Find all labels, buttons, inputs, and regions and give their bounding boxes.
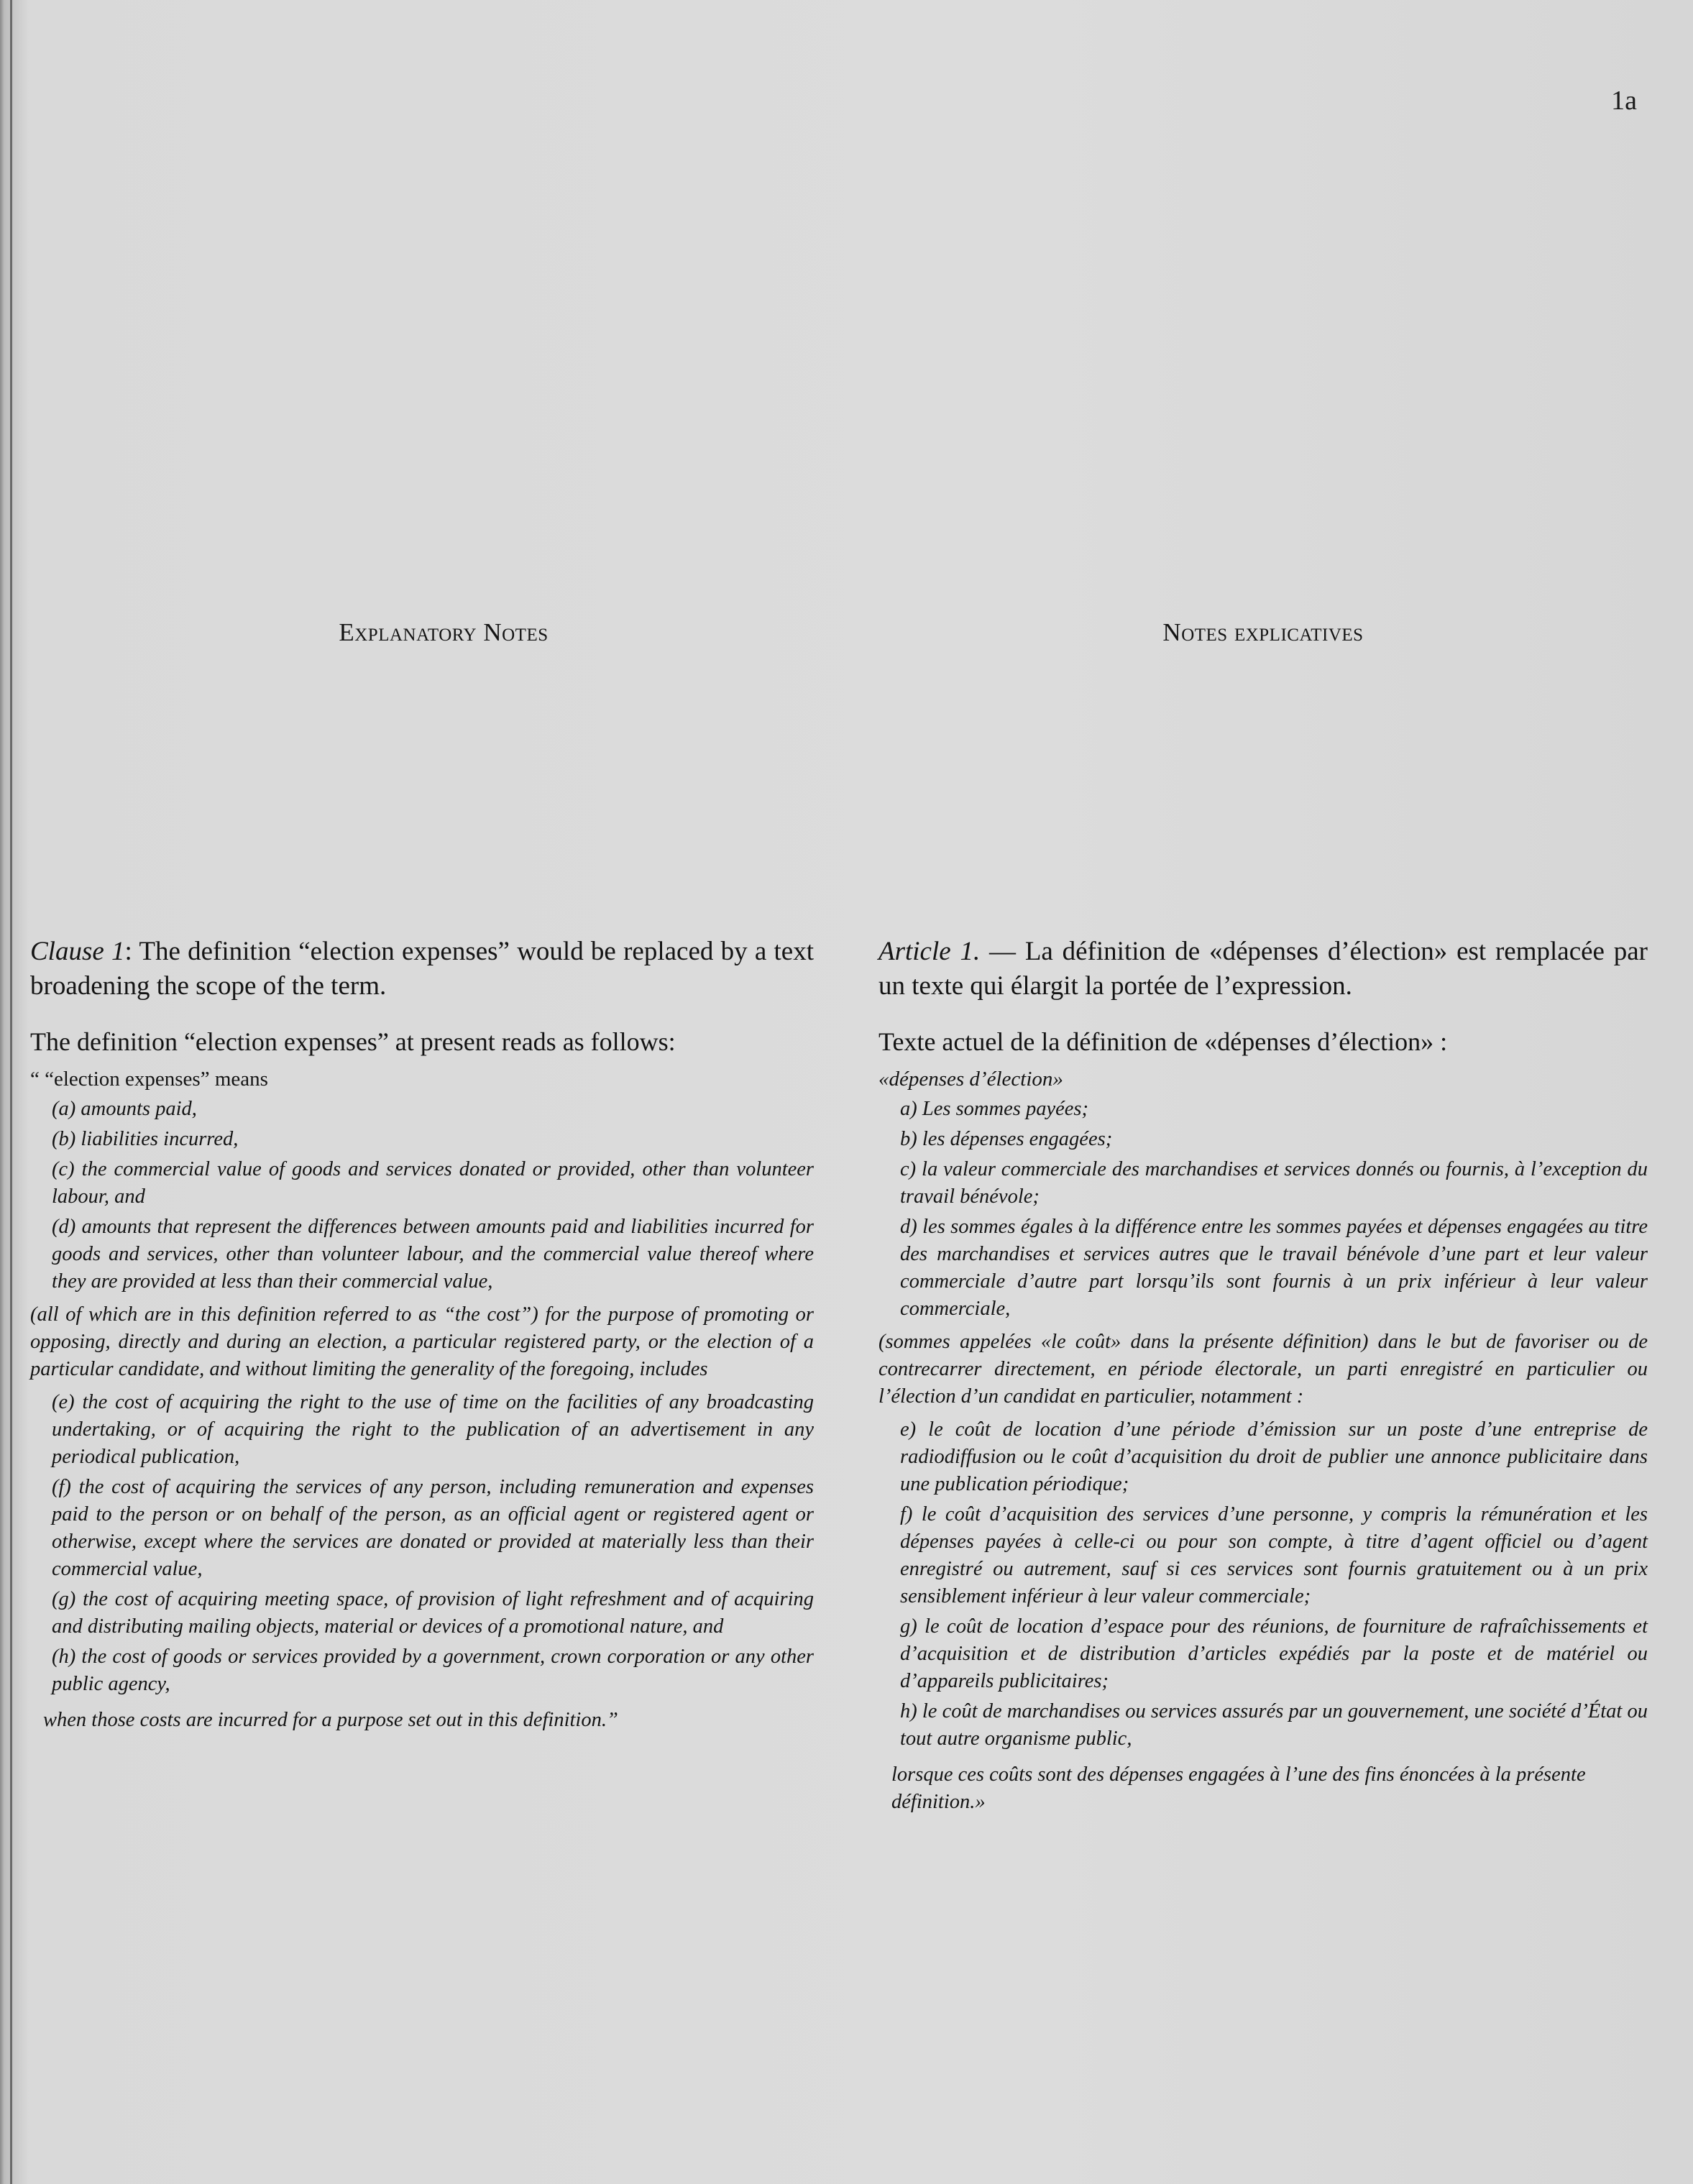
english-item-g: (g) the cost of acquiring meeting space, of provision of light refreshment and of acquiring and distributing mailing objects, material or devices of a promotional nature, and	[52, 1588, 814, 1638]
english-item-c: (c) the commercial value of goods and services donated or provided, other than volunteer labour, and	[52, 1158, 814, 1208]
english-clause-summary	[30, 935, 814, 1004]
french-middle-paragraph: (sommes appelées «le coût» dans la présente définition) dans le but de favoriser ou de contrecarrer directement, en période électorale, un parti enregistré en particulier ou l’élection d’un candidat en particulier, notamment :	[878, 1331, 1648, 1408]
french-item-f: f) le coût d’acquisition des services d’une personne, y compris la rémunération et les dépenses payées à celle-ci ou pour son compte, à titre d’agent officiel ou d’agent enregistré ou autrement, sauf si ces services sont fournis gratuitement ou à un prix sensiblement inférieur à leur valeur commerciale;	[900, 1503, 1648, 1607]
french-closing: lorsque ces coûts sont des dépenses engagées à l’une des fins énoncées à la présente définition.»	[891, 1763, 1586, 1813]
english-intro: The definition “election expenses” at present reads as follows:	[30, 1027, 676, 1056]
french-clause-label: Article 1.	[878, 937, 981, 966]
english-middle-paragraph: (all of which are in this definition referred to as “the cost”) for the purpose of promoting or opposing, directly and during an election, a particular registered party, or the election of a particular candidate, and without limiting the generality of the foregoing, includes	[30, 1303, 814, 1380]
english-item-d: (d) amounts that represent the differences between amounts paid and liabilities incurred for goods and services, other than volunteer labour, and the commercial value thereof where they are provided at less than their commercial value,	[52, 1216, 814, 1293]
english-clause-label: Clause 1	[30, 937, 125, 966]
french-clause-text: — La définition de «dépenses d’élection» est remplacée par un texte qui élargit la portée de l’expression.	[878, 937, 1648, 1001]
french-clause-summary	[878, 935, 1648, 1004]
french-item-a: a) Les sommes payées;	[900, 1098, 1088, 1120]
french-column	[878, 618, 1648, 1816]
english-heading: Explanatory Notes	[339, 618, 549, 646]
english-closing: when those costs are incurred for a purpose set out in this definition.”	[43, 1709, 618, 1731]
french-item-e: e) le coût de location d’une période d’émission sur un poste d’une entreprise de radiodiffusion ou le coût d’acquisition du droit de publier une annonce publicitaire dans une publication périodique;	[900, 1418, 1648, 1495]
french-item-b: b) les dépenses engagées;	[900, 1128, 1113, 1150]
french-intro: Texte actuel de la définition de «dépenses d’élection» :	[878, 1027, 1448, 1056]
french-item-d: d) les sommes égales à la différence entre les sommes payées et dépenses engagées au titre des marchandises et services autres que le travail bénévole d’une part et leur valeur commerciale d’autre part lorsqu’ils sont fournis à un prix inférieur à leur valeur commerciale,	[900, 1216, 1648, 1320]
english-column	[30, 618, 814, 1734]
english-item-e: (e) the cost of acquiring the right to the use of time on the facilities of any broadcasting undertaking, or of acquiring the right to the publication of an advertisement in any periodical publication,	[52, 1391, 814, 1468]
english-item-b: (b) liabilities incurred,	[52, 1128, 239, 1150]
english-clause-text: : The definition “election expenses” would be replaced by a text broadening the scope of the term.	[30, 937, 814, 1001]
english-item-a: (a) amounts paid,	[52, 1098, 197, 1120]
english-item-h: (h) the cost of goods or services provided by a government, crown corporation or any other public agency,	[52, 1646, 814, 1695]
english-defined-term: “ “election expenses” means	[30, 1068, 268, 1091]
page-number: 1a	[1611, 86, 1637, 116]
french-item-h: h) le coût de marchandises ou services assurés par un gouvernement, une société d’État ou tout autre organisme public,	[900, 1700, 1648, 1750]
english-item-f: (f) the cost of acquiring the services of any person, including remuneration and expenses paid to the person or on behalf of the person, as an official agent or registered agent or otherwise, except where the services are donated or provided at materially less than their commercial value,	[52, 1476, 814, 1580]
page-binding-edge	[10, 0, 12, 2184]
french-heading: Notes explicatives	[1162, 618, 1364, 646]
french-item-g: g) le coût de location d’espace pour des réunions, de fourniture de rafraîchissements et d’acquisition et de distribution d’articles expédiés par la poste et de matériel ou d’appareils publicitaires;	[900, 1615, 1648, 1692]
french-item-c: c) la valeur commerciale des marchandises et services donnés ou fournis, à l’exception du travail bénévole;	[900, 1158, 1648, 1208]
french-defined-term: «dépenses d’élection»	[878, 1068, 1063, 1091]
